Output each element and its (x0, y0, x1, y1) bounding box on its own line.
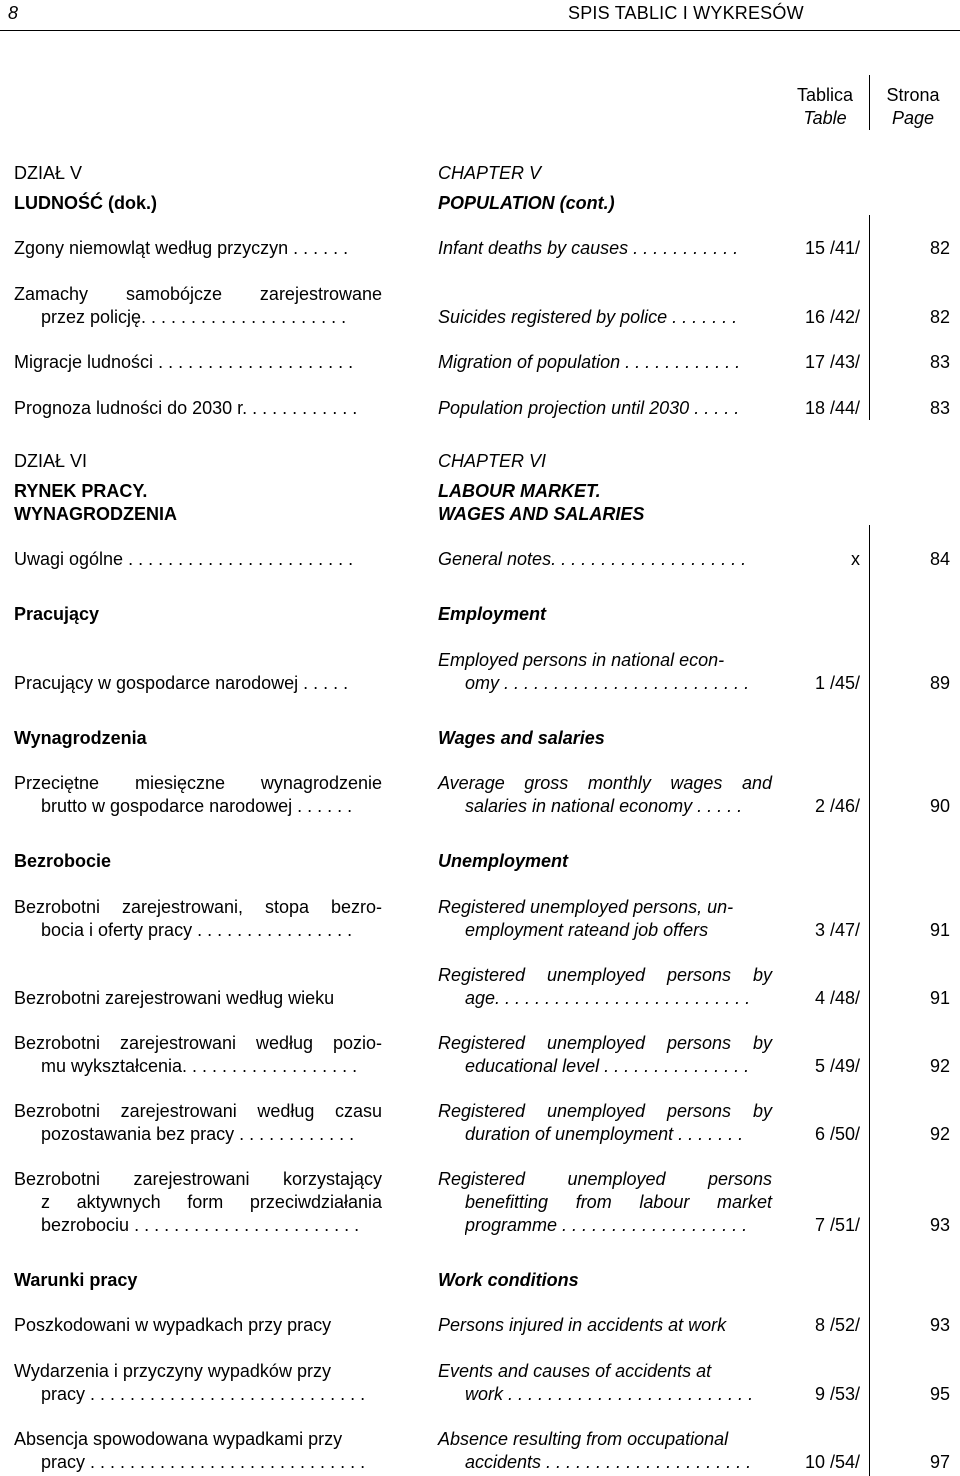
table-number: 17 /43/ (804, 352, 860, 372)
entry-title-pl: Bezrobotni zarejestrowani korzystający (14, 1169, 382, 1189)
table-number: x (851, 549, 860, 569)
entry-title-pl: Wydarzenia i przyczyny wypadków przy (14, 1361, 331, 1381)
entry-title-pl-cont: mu wykształcenia. . . . . . . . . . . . . . . . . . (41, 1056, 358, 1076)
table-number: 16 /42/ (804, 307, 860, 327)
column-heading-table-en: Table (803, 108, 847, 128)
entry-title-en: Registered unemployed persons, un- (438, 897, 734, 917)
entry-title-en: Persons injured in accidents at work (438, 1315, 727, 1335)
entry-title-en-cont: programme . . . . . . . . . . . . . . . . . . . (465, 1215, 748, 1235)
entry-title-pl-cont: bocia i oferty pracy . . . . . . . . . . . . . . . . (41, 920, 353, 940)
table-number: 1 /45/ (814, 673, 860, 693)
page-ref: 92 (929, 1124, 950, 1144)
entry-title-en: Employed persons in national econ- (438, 650, 725, 670)
section-heading-en: Work conditions (438, 1270, 579, 1290)
chapter-title-en: LABOUR MARKET. (438, 481, 601, 501)
entry-title-pl-cont: pracy . . . . . . . . . . . . . . . . . . . . . . . . . . . . (41, 1384, 366, 1404)
chapter-title-pl: RYNEK PRACY. (14, 481, 148, 501)
entry-title-pl: Bezrobotni zarejestrowani według czasu (14, 1101, 382, 1121)
page-number: 8 (8, 3, 19, 23)
table-number: 9 /53/ (814, 1384, 860, 1404)
page-ref: 91 (929, 988, 950, 1008)
page-title: SPIS TABLIC I WYKRESÓW (568, 3, 804, 23)
entry-title-pl: Prognoza ludności do 2030 r. . . . . . . . . . . . (14, 398, 358, 418)
page-ref: 93 (929, 1215, 950, 1235)
entry-title-pl: Absencja spowodowana wypadkami przy (14, 1429, 343, 1449)
column-divider (869, 75, 870, 130)
chapter-label-pl: DZIAŁ VI (14, 451, 88, 471)
entry-title-en-cont: salaries in national economy . . . . . (465, 796, 743, 816)
chapter-title-pl-cont: WYNAGRODZENIA (14, 504, 177, 524)
entry-title-pl: Zamachy samobójcze zarejestrowane (14, 284, 382, 304)
header-rule (0, 30, 960, 31)
entry-title-en: Registered unemployed persons (438, 1169, 772, 1189)
entry-title-pl: Uwagi ogólne . . . . . . . . . . . . . . . . . . . . . . . (14, 549, 354, 569)
section-heading-en: Unemployment (438, 851, 569, 871)
entry-title-pl: Bezrobotni zarejestrowani według wieku (14, 988, 335, 1008)
entry-title-pl: Bezrobotni zarejestrowani, stopa bezro- (14, 897, 382, 917)
column-divider (869, 525, 870, 1476)
entry-title-pl: Zgony niemowląt według przyczyn . . . . . . (14, 238, 349, 258)
table-number: 5 /49/ (814, 1056, 860, 1076)
entry-title-en-cont: omy . . . . . . . . . . . . . . . . . . . . . . . . . (465, 673, 750, 693)
entry-title-pl: Przeciętne miesięczne wynagrodzenie (14, 773, 382, 793)
entry-title-pl: Poszkodowani w wypadkach przy pracy (14, 1315, 332, 1335)
entry-title-en-cont: employment rateand job offers (465, 920, 709, 940)
table-number: 8 /52/ (814, 1315, 860, 1335)
page-ref: 90 (929, 796, 950, 816)
entry-title-pl-cont: pracy . . . . . . . . . . . . . . . . . . . . . . . . . . . . (41, 1452, 366, 1472)
page-ref: 84 (929, 549, 950, 569)
entry-title-en-cont: duration of unemployment . . . . . . . (465, 1124, 744, 1144)
table-number: 6 /50/ (814, 1124, 860, 1144)
section-heading-pl: Wynagrodzenia (14, 728, 147, 748)
entry-title-en: Registered unemployed persons by (438, 1101, 772, 1121)
section-heading-en: Wages and salaries (438, 728, 605, 748)
page-ref: 97 (929, 1452, 950, 1472)
entry-title-pl: Pracujący w gospodarce narodowej . . . . . (14, 673, 349, 693)
table-number: 2 /46/ (814, 796, 860, 816)
entry-title-en-cont: educational level . . . . . . . . . . . . . . . (465, 1056, 750, 1076)
chapter-label-en: CHAPTER V (438, 163, 542, 183)
table-number: 18 /44/ (804, 398, 860, 418)
table-number: 3 /47/ (814, 920, 860, 940)
column-divider (869, 215, 870, 420)
entry-title-en: Average gross monthly wages and (438, 773, 772, 793)
chapter-title-en: POPULATION (cont.) (438, 193, 615, 213)
entry-title-pl: Migracje ludności . . . . . . . . . . . . . . . . . . . . (14, 352, 354, 372)
entry-title-pl-cont: z aktywnych form przeciwdziałania (41, 1192, 382, 1212)
page-ref: 89 (929, 673, 950, 693)
page-ref: 92 (929, 1056, 950, 1076)
chapter-label-en: CHAPTER VI (438, 451, 547, 471)
section-heading-pl: Pracujący (14, 604, 100, 624)
column-heading-table-pl: Tablica (796, 85, 854, 105)
table-number: 10 /54/ (804, 1452, 860, 1472)
entry-title-en: Registered unemployed persons by (438, 965, 772, 985)
entry-title-en-cont: age. . . . . . . . . . . . . . . . . . . . . . . . . . (465, 988, 751, 1008)
entry-title-pl-cont: bezrobociu . . . . . . . . . . . . . . . . . . . . . . . (41, 1215, 360, 1235)
section-heading-pl: Bezrobocie (14, 851, 112, 871)
entry-title-en-cont: benefitting from labour market (465, 1192, 772, 1212)
entry-title-en-cont: work . . . . . . . . . . . . . . . . . . . . . . . . . (465, 1384, 754, 1404)
entry-title-pl-cont: pozostawania bez pracy . . . . . . . . . . . . (41, 1124, 355, 1144)
entry-title-en: Infant deaths by causes . . . . . . . . . . . (438, 238, 739, 258)
chapter-label-pl: DZIAŁ V (14, 163, 83, 183)
page-ref: 83 (929, 352, 950, 372)
column-heading-page-en: Page (891, 108, 935, 128)
page-ref: 82 (929, 307, 950, 327)
chapter-title-pl: LUDNOŚĆ (dok.) (14, 193, 157, 213)
entry-title-en: General notes. . . . . . . . . . . . . . . . . . . . (438, 549, 747, 569)
entry-title-en: Suicides registered by police . . . . . . . (438, 307, 738, 327)
column-heading-page-pl: Strona (886, 85, 940, 105)
chapter-title-en-cont: WAGES AND SALARIES (438, 504, 645, 524)
entry-title-pl: Bezrobotni zarejestrowani według pozio- (14, 1033, 382, 1053)
section-heading-pl: Warunki pracy (14, 1270, 138, 1290)
page-ref: 83 (929, 398, 950, 418)
table-number: 4 /48/ (814, 988, 860, 1008)
table-number: 15 /41/ (804, 238, 860, 258)
page-ref: 82 (929, 238, 950, 258)
entry-title-en: Absence resulting from occupational (438, 1429, 729, 1449)
entry-title-en: Migration of population . . . . . . . . . . . . (438, 352, 741, 372)
page-ref: 91 (929, 920, 950, 940)
page-ref: 93 (929, 1315, 950, 1335)
entry-title-en: Population projection until 2030 . . . . . (438, 398, 740, 418)
entry-title-pl-cont: przez policję. . . . . . . . . . . . . . . . . . . . . (41, 307, 347, 327)
table-number: 7 /51/ (814, 1215, 860, 1235)
entry-title-en: Registered unemployed persons by (438, 1033, 772, 1053)
entry-title-en: Events and causes of accidents at (438, 1361, 712, 1381)
entry-title-pl-cont: brutto w gospodarce narodowej . . . . . . (41, 796, 353, 816)
section-heading-en: Employment (438, 604, 547, 624)
page-ref: 95 (929, 1384, 950, 1404)
entry-title-en-cont: accidents . . . . . . . . . . . . . . . . . . . . . (465, 1452, 752, 1472)
